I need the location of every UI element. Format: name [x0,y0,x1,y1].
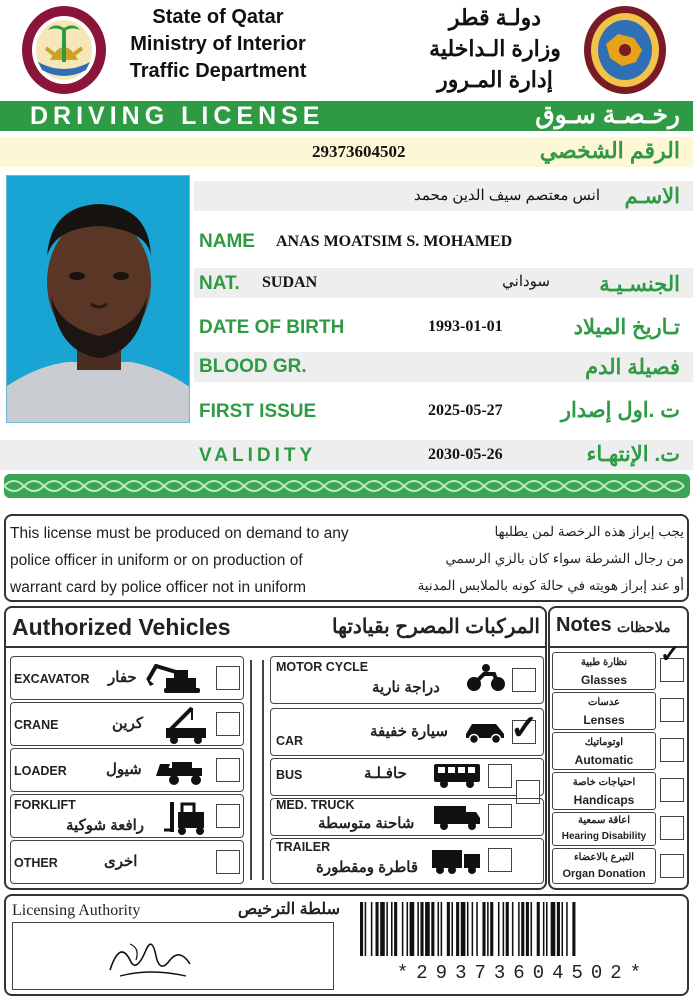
note-label-en: Organ Donation [562,868,646,880]
qatar-emblem-icon [20,4,108,96]
header-en-line3: Traffic Department [129,60,307,82]
decorative-pattern-band [4,474,690,498]
dob-label-ar: تـاريخ الميلاد [573,316,680,339]
notes-title-ar: ملاحظات [617,619,671,635]
note-label-en: Glasses [580,673,628,687]
name-label-ar: الاسـم [624,185,680,208]
header-en-line2: Ministry of Interior [130,33,306,55]
checkbox-handicaps[interactable] [660,778,684,802]
glasses-check-mark: ✓ [660,641,681,668]
dob-value: 1993-01-01 [428,318,503,335]
vehicle-label-ar: شاحنة متوسطة [318,815,415,832]
excavator-icon [146,664,206,699]
header-ar-line2: وزارة الـداخلية [429,36,561,61]
notice-ar [360,518,684,599]
vehicle-label-en: CRANE [14,718,59,732]
checkbox-motorcycle[interactable] [512,668,536,692]
barcode [356,902,686,956]
vehicles-title-divider [4,646,547,648]
vehicle-label-ar: كرين [112,715,144,732]
header-ar-line3: إدارة المـرور [437,67,553,92]
vehicle-label-ar: دراجة نارية [372,679,440,696]
car-check-mark: ✓ [510,709,539,747]
personal-id-label-ar: الرقم الشخصي [539,138,680,163]
authority-label-en: Licensing Authority [12,902,141,919]
name-en-value: ANAS MOATSIM S. MOHAMED [276,233,513,250]
vehicle-label-en: CAR [276,734,304,748]
vehicles-title-ar: المركبات المصرح بقيادتها [332,616,540,638]
checkbox-forklift[interactable] [216,804,240,828]
vehicle-label-en: MED. TRUCK [276,798,355,812]
checkbox-automatic[interactable] [660,738,684,762]
forklift-icon [164,800,208,841]
blood-label-ar: فصيلة الدم [585,356,680,379]
note-label-ar: اعاقة سمعية [577,815,631,826]
note-label-en: Lenses [583,713,625,727]
car-icon [462,716,508,749]
note-label-ar: اوتوماتيك [584,737,624,748]
note-label-en: Hearing Disability [561,831,647,842]
vehicle-label-ar: اخرى [104,853,138,870]
vehicle-label-ar: حافـلـة [364,765,407,782]
header-en [108,4,328,85]
gcc-emblem-icon [582,4,668,96]
checkbox-trailer[interactable] [488,848,512,872]
first-issue-label-en: FIRST ISSUE [199,401,317,422]
holder-photo [6,175,190,423]
first-issue-label-ar: ت .اول إصدار [560,399,680,422]
barcode-number: *29373604502* [396,962,650,984]
bus-icon [432,760,482,795]
vehicle-label-en: MOTOR CYCLE [276,660,369,674]
checkbox-crane[interactable] [216,712,240,736]
vehicle-label-en: TRAILER [276,840,331,854]
vehicle-label-ar: سيارة خفيفة [370,723,448,740]
header-ar [420,2,570,95]
vehicle-label-en: EXCAVATOR [14,672,90,686]
checkbox-med-truck[interactable] [488,804,512,828]
vehicle-label-ar: قاطرة ومقطورة [316,859,419,876]
column-bracket [250,660,264,880]
name-label-en: NAME [199,231,255,252]
vehicles-title-en: Authorized Vehicles [12,614,231,640]
license-title-en: DRIVING LICENSE [30,102,325,130]
header-ar-line1: دولـة قطر [448,5,542,30]
nat-label-en: NAT. [199,273,240,294]
vehicle-label-ar: رافعة شوكية [66,817,145,834]
validity-label-en: VALIDITY [199,445,317,466]
notice-en-line1: This license must be produced on demand to any [10,525,349,542]
notice-ar-line1: يجب إبراز هذه الرخصة لمن يطلبها [494,524,684,539]
vehicle-label-en: OTHER [14,856,58,870]
vehicle-label-en: FORKLIFT [14,798,76,812]
checkbox-other[interactable] [216,850,240,874]
checkbox-hearing[interactable] [660,816,684,840]
notes-title-en: Notes [556,614,612,636]
first-issue-value: 2025-05-27 [428,402,503,419]
nat-en-value: SUDAN [262,274,318,291]
notice-ar-line2: من رجال الشرطة سواء كان بالزي الرسمي [445,551,684,566]
header-en-line1: State of Qatar [152,6,284,28]
checkbox-excavator[interactable] [216,666,240,690]
validity-value: 2030-05-26 [428,446,503,463]
nat-label-ar: الجنسـيـة [599,273,680,296]
validity-label-ar: ت. الإنتهـاء [586,443,680,466]
motorcycle-icon [466,664,506,697]
note-label-ar: نظارة طبية [580,657,628,668]
checkbox-loader[interactable] [216,758,240,782]
dob-label-en: DATE OF BIRTH [199,317,345,338]
vehicle-label-en: LOADER [14,764,67,778]
checkbox-bus[interactable] [488,764,512,788]
note-label-ar: احتياجات خاصة [572,777,636,788]
checkbox-organ-donation[interactable] [660,854,684,878]
loader-icon [156,756,208,791]
note-label-ar: التبرع بالاعضاء [573,852,635,863]
vehicle-label-ar: شيول [106,761,142,778]
nat-ar-value: سوداني [502,273,550,290]
signature-icon [100,930,200,989]
notice-ar-line3: أو عند إبراز هويته في حالة كونه بالملابس المدنية [417,578,684,593]
personal-id-number: 29373604502 [312,142,406,161]
vehicle-label-en: BUS [276,768,303,782]
notice-en-line2: police officer in uniform or on production of [10,552,303,569]
truck-icon [432,802,482,837]
name-ar-value: انس معتصم سيف الدين محمد [413,187,600,204]
notice-en-line3: warrant card by police officer not in uniform [10,579,307,596]
license-title-ar: رخـصـة سـوق [535,101,680,129]
checkbox-lenses[interactable] [660,698,684,722]
vehicle-label-ar: حفار [108,669,137,686]
authority-label-ar: سلطة الترخيص [237,901,340,918]
blood-label-en: BLOOD GR. [199,356,307,377]
note-label-ar: عدسات [587,697,621,708]
notice-en [10,520,390,601]
crane-truck-icon [162,706,210,749]
note-label-en: Automatic [574,753,634,767]
note-label-en: Handicaps [573,793,635,807]
trailer-icon [430,846,482,881]
